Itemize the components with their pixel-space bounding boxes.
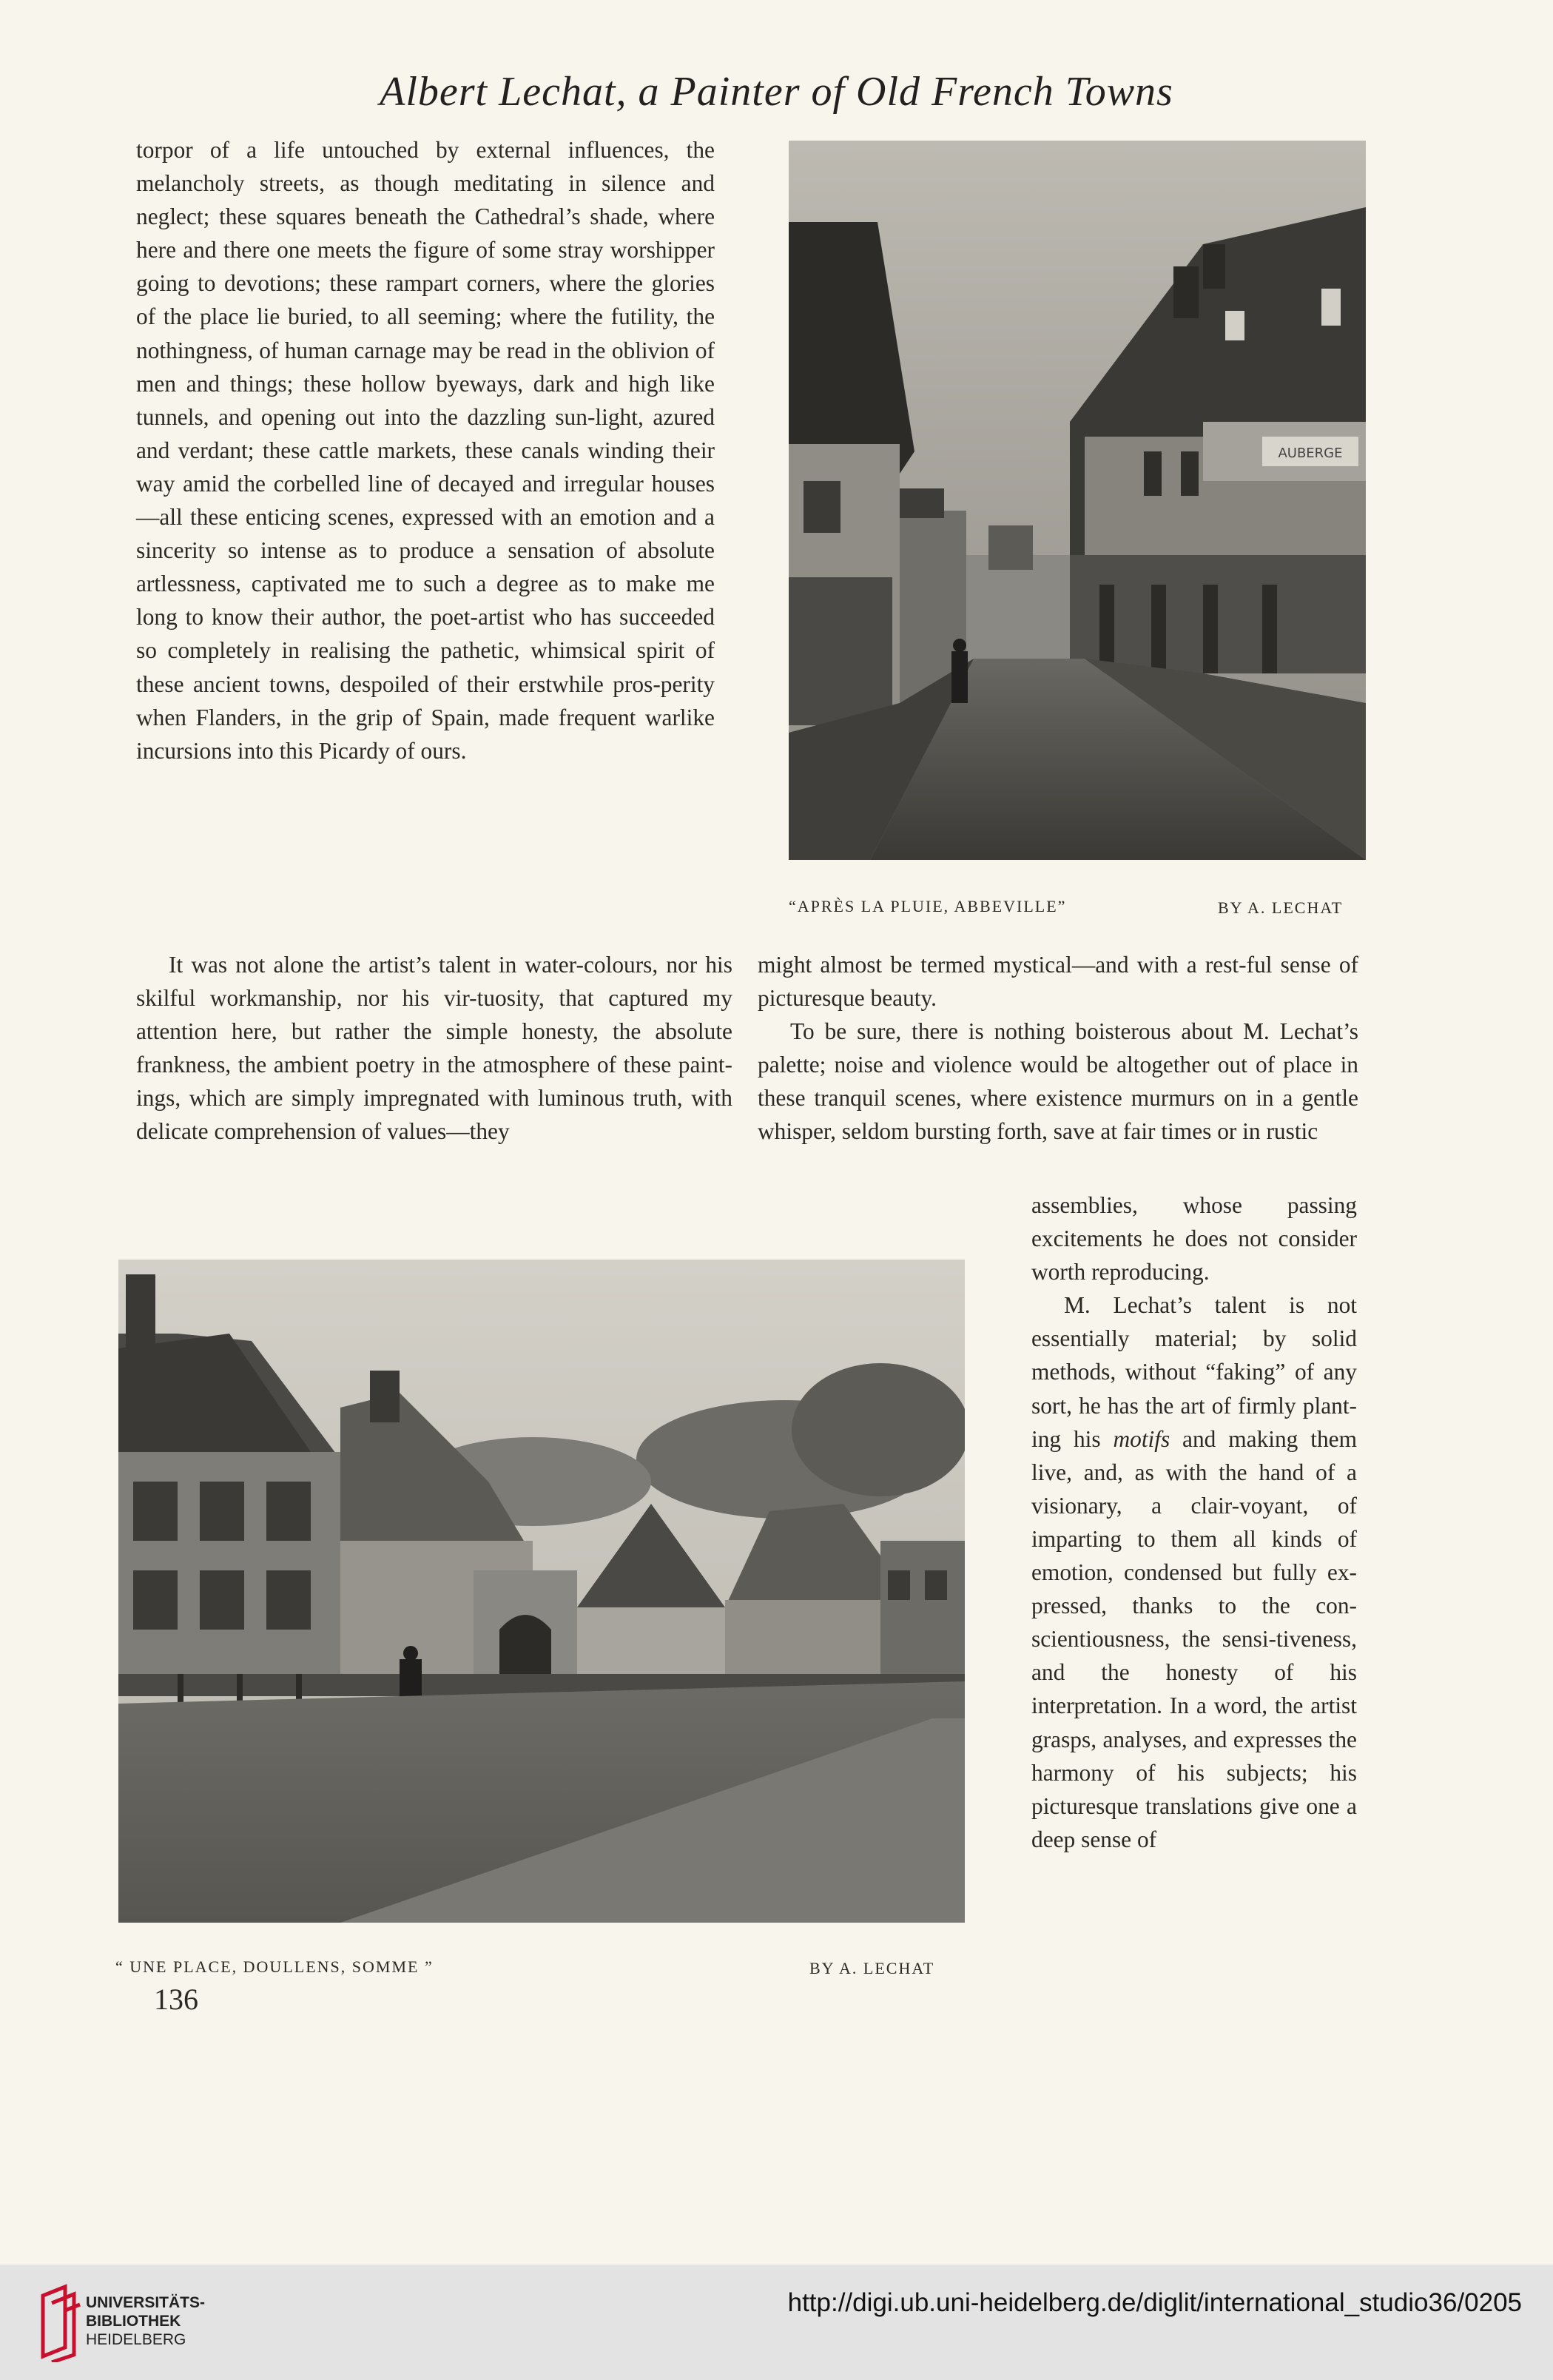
library-name-line2: BIBLIOTHEK xyxy=(86,2313,181,2330)
column-right-middle xyxy=(758,948,1358,1149)
abbeville-street-illustration xyxy=(789,141,1366,860)
column-left-bottom xyxy=(136,948,732,1149)
doullens-square-illustration xyxy=(118,1260,965,1923)
page-number: 136 xyxy=(154,1983,198,2016)
paragraph-mystical: might almost be termed mystical—and with a rest-ful sense of picturesque beauty. xyxy=(758,952,1358,1012)
plate-une-place-doullens xyxy=(118,1260,965,1923)
motifs-italic: motifs xyxy=(1113,1425,1170,1452)
paragraph-talent xyxy=(1031,1288,1357,1856)
paragraph-to-be-sure: To be sure, there is nothing boisterous about M. Lechat’s palette; noise and violence would be altogether out of place in these tranquil scenes, where existence murmurs on in a gentle whisper, seldom bursting forth, save at fair times or in rustic xyxy=(758,1018,1358,1145)
source-url-link[interactable]: http://digi.ub.uni-heidelberg.de/diglit/international_studio36/0205 xyxy=(787,2288,1522,2317)
column-left-top xyxy=(136,133,715,767)
paragraph-assemblies: assemblies, whose passing excitements he does not consider worth reproducing. xyxy=(1031,1192,1357,1285)
library-logo-icon xyxy=(36,2281,86,2362)
plate2-credit: BY A. LECHAT xyxy=(809,1959,935,1977)
paragraph-torpor: torpor of a life untouched by external influences, the melancholy streets, as though meditating in silence and neglect; these squares beneath the Cathedral’s shade, where here and there one meets the figure of some stray worshipper going to devotions; these rampart corners, where the glories of the place lie buried, to all seeming; where the futility, the nothingness, of human carnage may be read in the oblivion of men and things; these hollow byeways, dark and high like tunnels, and opening out into the dazzling sun-light, azured and verdant; these cattle markets, these canals winding their way amid the corbelled line of decayed and irregular houses—all these enticing scenes, expressed with an emotion and a sincerity so intense as to produce a sensation of absolute artlessness, captivated me to such a degree as to make me long to know their author, the poet-artist who has succeeded so completely in realising the pathetic, whimsical spirit of these ancient towns, despoiled of their erstwhile pros-perity when Flanders, in the grip of Spain, made frequent warlike incursions into this Picardy of ours. xyxy=(136,137,715,764)
library-name-line3: HEIDELBERG xyxy=(86,2331,186,2348)
plate-apres-la-pluie xyxy=(789,141,1366,860)
footer-bar xyxy=(0,2265,1553,2380)
paragraph-not-alone: It was not alone the artist’s talent in water-colours, nor his skilful workmanship, nor his vir-tuosity, that captured my attention here, but rather the simple honesty, the absolute frankness, the ambient poetry in the atmosphere of these paint-ings, which are simply impregnated with luminous truth, with delicate comprehension of values—they xyxy=(136,952,732,1145)
plate2-title: “ UNE PLACE, DOULLENS, SOMME ” xyxy=(115,1957,434,1976)
running-head: Albert Lechat, a Painter of Old French Towns xyxy=(380,69,1173,115)
paragraph-talent-a: M. Lechat’s talent is not essentially material; by solid methods, without “faking” of any sort, he has the art of firmly plant-ing his xyxy=(1031,1292,1357,1452)
paragraph-talent-b: and making them live, and, as with the hand of a visionary, a clair-voyant, of imparting to them all kinds of emotion, condensed but fully ex-pressed, thanks to the con-scientiousness, the sensi-tiveness, and the honesty of his interpretation. In a word, the artist grasps, analyses, and expresses the harmony of his subjects; his picturesque translations give one a deep sense of xyxy=(1031,1425,1357,1852)
plate1-credit: BY A. LECHAT xyxy=(1218,898,1344,917)
auberge-sign: AUBERGE xyxy=(1278,446,1343,461)
column-right-narrow xyxy=(1031,1189,1357,1856)
plate1-title: “APRÈS LA PLUIE, ABBEVILLE” xyxy=(789,897,1067,915)
library-name xyxy=(86,2293,205,2349)
library-name-line1: UNIVERSITÄTS- xyxy=(86,2294,206,2311)
